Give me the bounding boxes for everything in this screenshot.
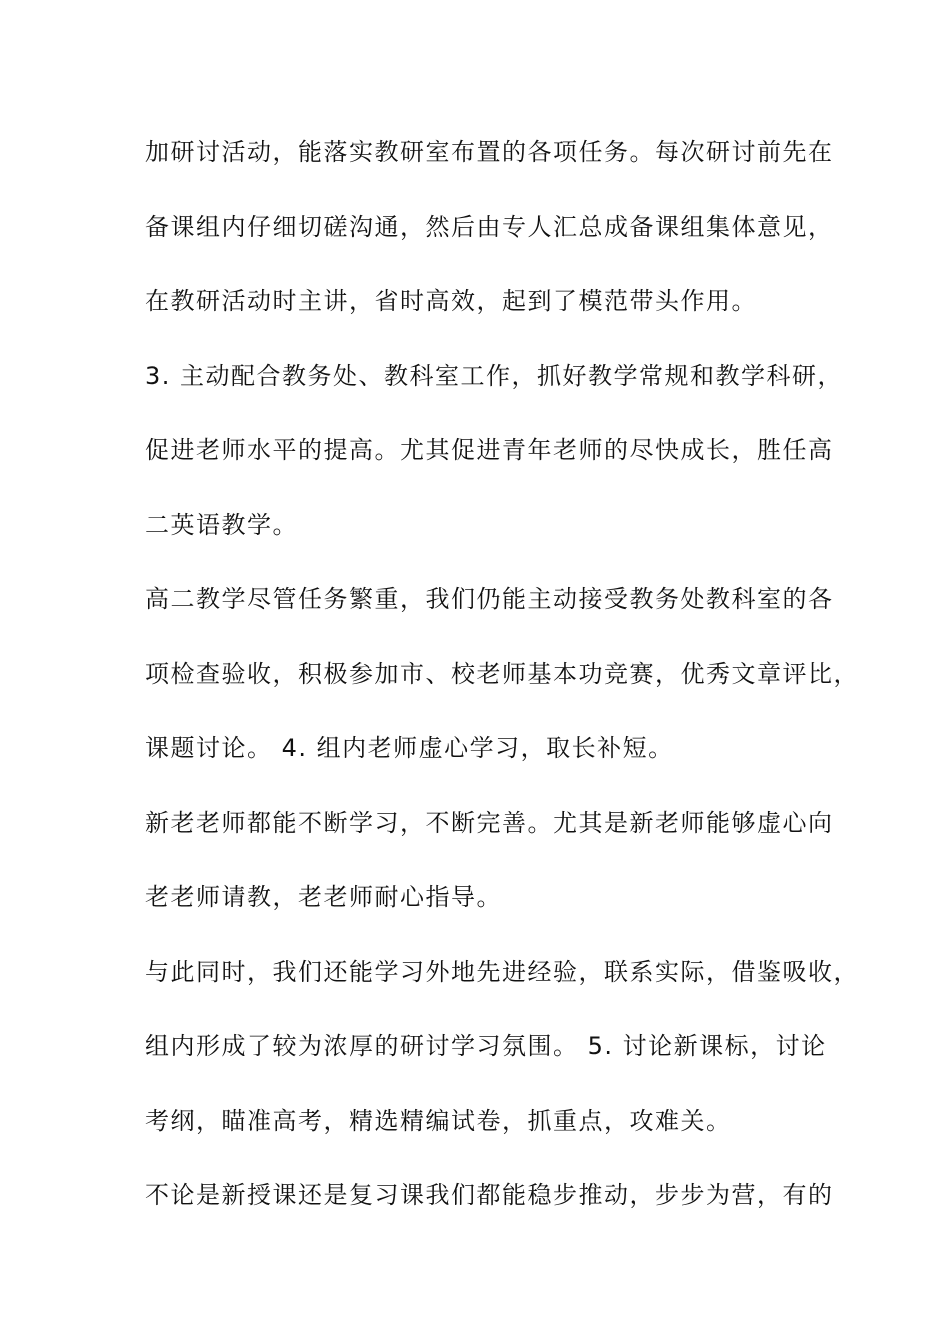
text-line: 项检查验收，积极参加市、校老师基本功竞赛，优秀文章评比，	[145, 660, 859, 688]
text-line: 促进老师水平的提高。尤其促进青年老师的尽快成长，胜任高	[145, 436, 834, 464]
text-line: 老老师请教，老老师耐心指导。	[145, 883, 502, 911]
text-line: 新老老师都能不断学习，不断完善。尤其是新老师能够虚心向	[145, 809, 834, 837]
text-line: 高二教学尽管任务繁重，我们仍能主动接受教务处教科室的各	[145, 585, 834, 613]
text-line: 考纲，瞄准高考，精选精编试卷，抓重点，攻难关。	[145, 1107, 732, 1135]
text-line: 3. 主动配合教务处、教科室工作，抓好教学常规和教学科研，	[145, 362, 844, 390]
text-line: 二英语教学。	[145, 511, 298, 539]
text-line: 组内形成了较为浓厚的研讨学习氛围。 5. 讨论新课标，讨论	[145, 1032, 827, 1060]
text-line: 课题讨论。 4. 组内老师虚心学习，取长补短。	[145, 734, 674, 762]
text-line: 加研讨活动，能落实教研室布置的各项任务。每次研讨前先在	[145, 138, 834, 166]
text-line: 在教研活动时主讲，省时高效，起到了模范带头作用。	[145, 287, 757, 315]
text-line: 与此同时，我们还能学习外地先进经验，联系实际，借鉴吸收，	[145, 958, 859, 986]
text-line: 备课组内仔细切磋沟通，然后由专人汇总成备课组集体意见，	[145, 213, 834, 241]
text-line: 不论是新授课还是复习课我们都能稳步推动，步步为营，有的	[145, 1181, 834, 1209]
